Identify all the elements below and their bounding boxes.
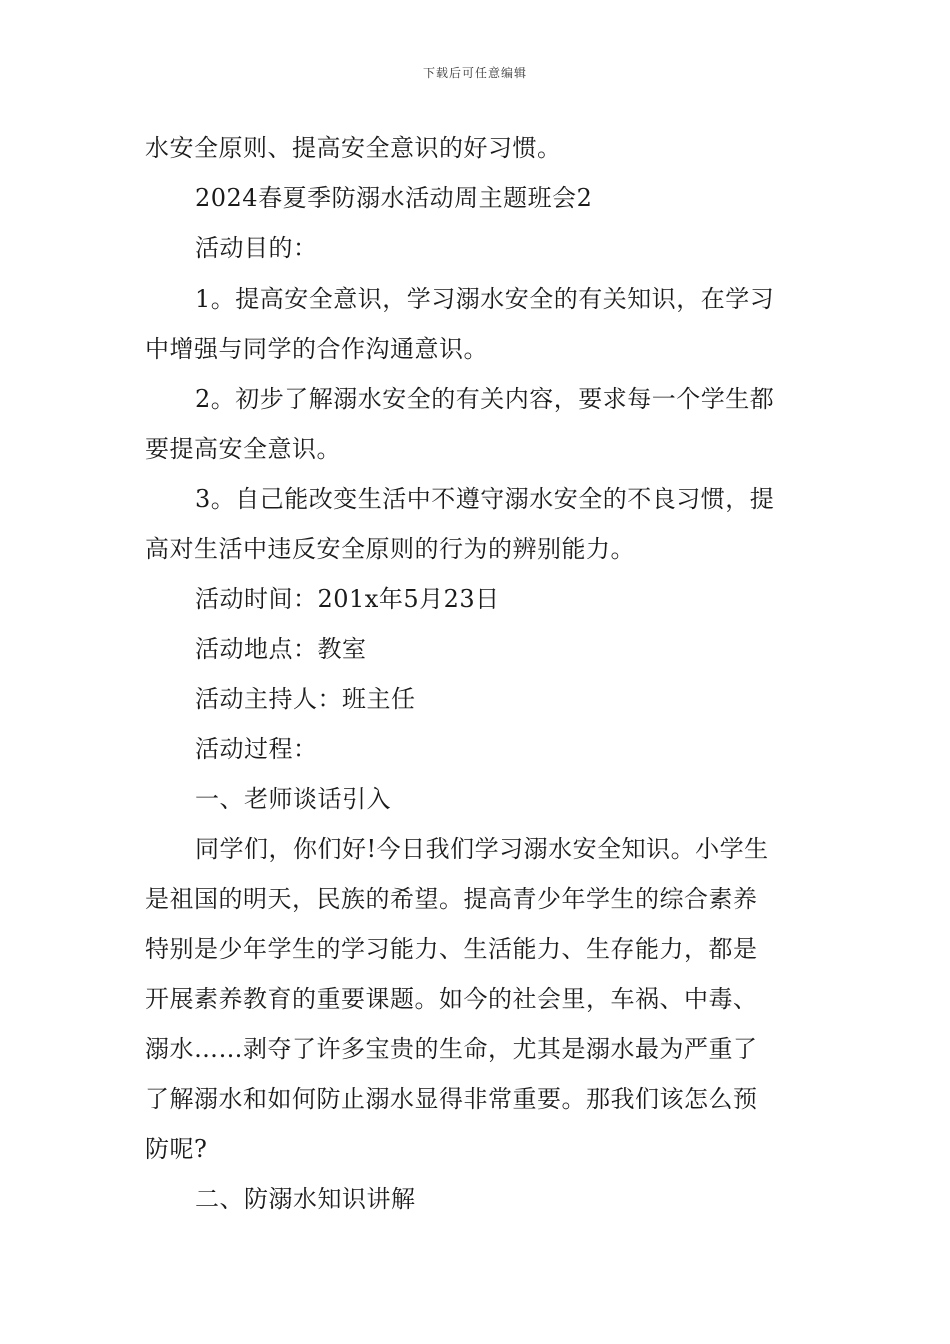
text-line-6: 2。初步了解溺水安全的有关内容，要求每一个学生都 [195,385,775,413]
text-line-15: 同学们，你们好!今日我们学习溺水安全知识。小学生 [195,835,769,863]
page-header: 下载后可任意编辑 [422,66,527,80]
text-line-18: 开展素养教育的重要课题。如今的社会里，车祸、中毒、 [145,985,758,1013]
text-line-9: 高对生活中违反安全原则的行为的辨别能力。 [145,535,635,563]
text-line-13: 活动过程： [195,735,318,763]
text-line-1: 水安全原则、提高安全意识的好习惯。 [145,134,562,162]
text-line-11: 活动地点：教室 [195,635,367,663]
text-line-8: 3。自己能改变生活中不遵守溺水安全的不良习惯，提 [195,485,775,513]
text-line-3: 活动目的： [195,234,318,262]
text-line-10: 活动时间：201x年5月23日 [195,585,500,613]
text-line-7: 要提高安全意识。 [145,435,341,463]
text-line-22: 二、防溺水知识讲解 [195,1185,416,1213]
text-line-16: 是祖国的明天，民族的希望。提高青少年学生的综合素养 [145,885,758,913]
text-line-14: 一、老师谈话引入 [195,785,391,813]
text-line-4: 1。提高安全意识，学习溺水安全的有关知识，在学习 [195,285,775,313]
section-title: 2024春夏季防溺水活动周主题班会2 [195,184,593,212]
text-line-12: 活动主持人：班主任 [195,685,416,713]
text-line-19: 溺水……剥夺了许多宝贵的生命，尤其是溺水最为严重了 [145,1035,758,1063]
text-line-21: 防呢? [145,1135,208,1163]
text-line-5: 中增强与同学的合作沟通意识。 [145,335,488,363]
text-line-17: 特别是少年学生的学习能力、生活能力、生存能力，都是 [145,935,758,963]
text-line-20: 了解溺水和如何防止溺水显得非常重要。那我们该怎么预 [145,1085,758,1113]
